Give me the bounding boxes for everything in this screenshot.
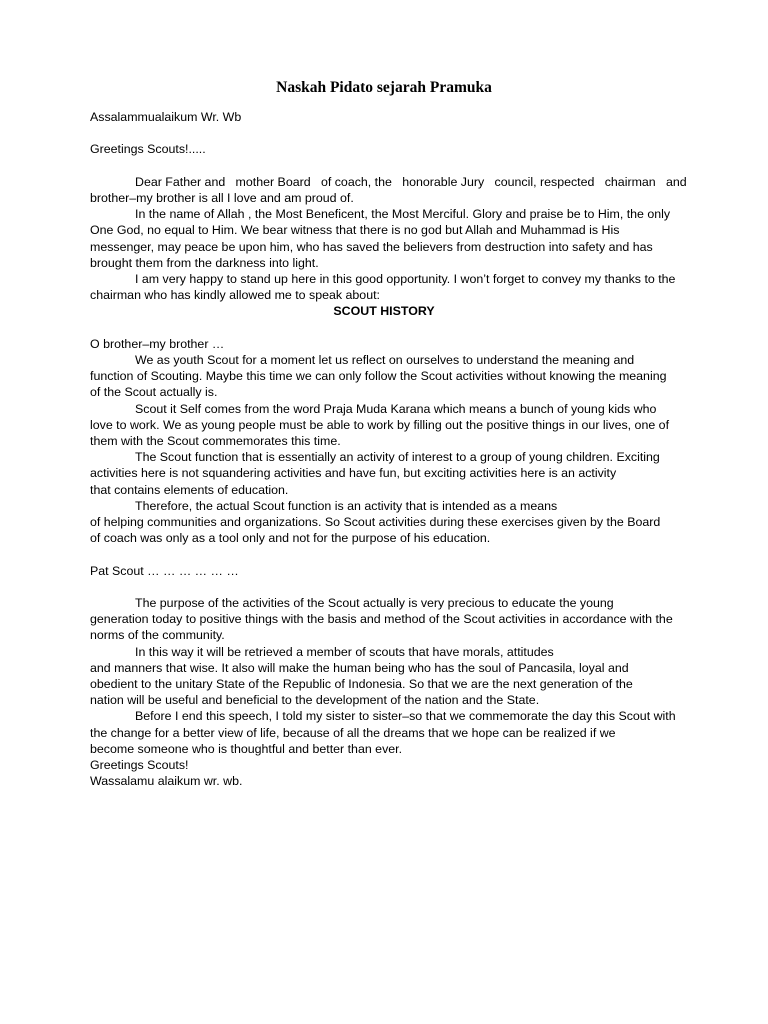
paragraph-line: I am very happy to stand up here in this good opportunity. I won’t forget to convey my thanks to the [135,272,676,286]
paragraph-line: chairman who has kindly allowed me to speak about: [90,288,380,303]
paragraph-name-of-allah [90,206,678,271]
paragraph-end [90,708,678,757]
paragraph-retrieved [90,644,678,709]
paragraph-line: One God, no equal to Him. We bear witness that there is no god but Allah and Muhammad is His [90,223,620,238]
paragraph-line: norms of the community. [90,628,225,643]
paragraph-line: that contains elements of education. [90,482,289,497]
paragraph-reflect [90,352,678,401]
paragraph-line: activities here is not squandering activities and have fun, but exciting activities here is an activity [90,466,617,481]
spacer [90,579,678,595]
paragraph-line: generation today to positive things with the basis and method of the Scout activities in accordance with the [90,612,673,627]
paragraph-line: We as youth Scout for a moment let us reflect on ourselves to understand the meaning and [135,353,635,367]
document-title: Naskah Pidato sejarah Pramuka [276,79,492,96]
spacer [90,158,678,174]
paragraph-line: messenger, may peace be upon him, who has saved the believers from destruction into safety and has [90,239,653,254]
paragraph-line: of helping communities and organizations. So Scout activities during these exercises given by the Board [90,515,661,530]
document-page [90,76,687,789]
paragraph-line: the change for a better view of life, because of all the dreams that we hope can be realized if we [90,725,616,740]
paragraph-line: Scout it Self comes from the word Praja Muda Karana which means a bunch of young kids who [135,401,657,416]
salutation: Assalammualaikum Wr. Wb [90,110,242,124]
paragraph-line: of the Scout actually is. [90,385,218,400]
paragraph-line: obedient to the unitary State of the Republic of Indonesia. So that we are the next generation of the [90,677,633,692]
paragraph-line: love to work. We as young people must be able to work by filling out the positive things in our lives, one of [90,417,670,432]
paragraph-line: In this way it will be retrieved a member of scouts that have morals, attitudes [135,644,554,659]
paragraph-therefore [90,498,678,547]
paragraph-intro [90,174,687,206]
address-brother: O brother–my brother … [90,336,225,351]
paragraph-line: them with the Scout commemorates this time. [90,434,341,449]
paragraph-line: Dear Father and mother Board of coach, the honorable Jury council, respected chairman and [135,174,687,189]
paragraph-function [90,449,678,498]
paragraph-line: and manners that wise. It also will make the human being who has the soul of Pancasila, loyal and [90,660,629,675]
paragraph-line: of coach was only as a tool only and not for the purpose of his education. [90,531,491,546]
paragraph-line: become someone who is thoughtful and better than ever. [90,741,403,756]
section-heading: SCOUT HISTORY [333,304,435,319]
spacer [90,546,678,562]
paragraph-line: brought them from the darkness into light. [90,255,319,270]
paragraph-line: Therefore, the actual Scout function is an activity that is intended as a means [135,498,558,513]
greeting-close: Greetings Scouts! [90,758,189,773]
paragraph-purpose [90,595,678,644]
paragraph-line: The Scout function that is essentially an activity of interest to a group of young children. Exciting [135,450,660,465]
paragraph-line: brother–my brother is all I love and am proud of. [90,190,354,205]
spacer [90,125,678,141]
paragraph-line: In the name of Allah , the Most Beneficent, the Most Merciful. Glory and praise be to Him, the only [135,207,671,222]
paragraph-line: nation will be useful and beneficial to the development of the nation and the State. [90,693,540,708]
paragraph-origin [90,401,678,450]
paragraph-happy [90,271,678,303]
paragraph-line: function of Scouting. Maybe this time we can only follow the Scout activities without knowing the meaning [90,369,667,384]
paragraph-line: Before I end this speech, I told my sister to sister–so that we commemorate the day this Scout with [135,709,676,724]
closing: Wassalamu alaikum wr. wb. [90,774,243,789]
paragraph-line: The purpose of the activities of the Scout actually is very precious to educate the young [135,596,614,611]
spacer [90,320,678,336]
address-pat-scout: Pat Scout … … … … … … [90,563,239,578]
greeting-open: Greetings Scouts!..... [90,142,206,157]
